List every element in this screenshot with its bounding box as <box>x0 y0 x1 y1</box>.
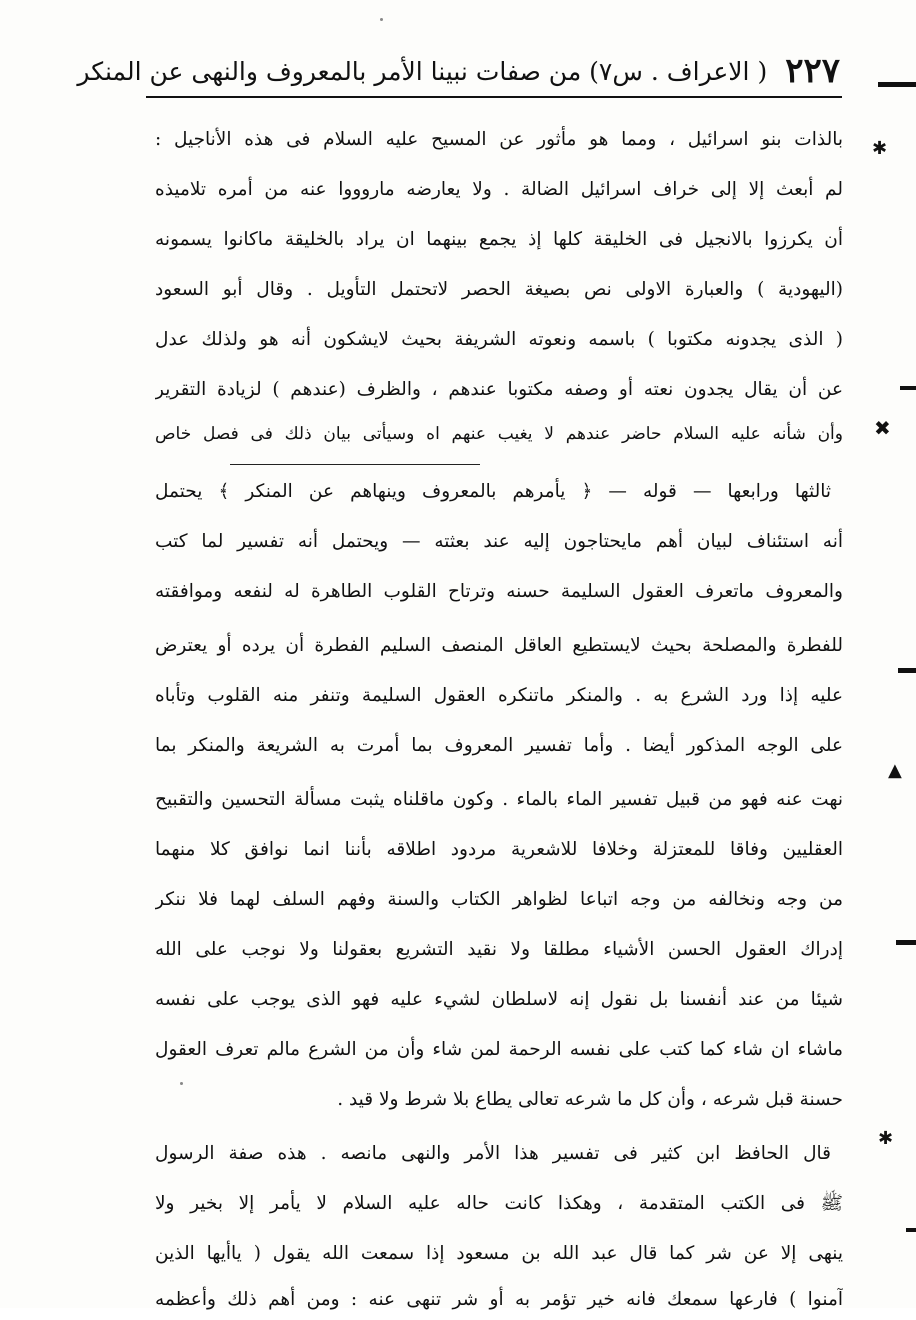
text-line: بالذات بنو اسرائيل ، ومما هو مأثور عن المسيح عليه السلام فى هذه الأناجيل : <box>155 129 843 150</box>
page-number: ٢٢٧ <box>785 51 840 91</box>
scan-speck <box>180 1082 183 1085</box>
text-line: عن أن يقال يجدون نعته أو وصفه مكتوبا عندهم ، والظرف (عندهم ) لزيادة التقرير <box>155 379 843 400</box>
scan-speck <box>380 18 383 21</box>
text-line: شيئا من عند أنفسنا بل نقول إنه لاسلطان لشيء عليه فهو الذى يوجب على نفسه <box>155 989 843 1010</box>
text-line: ماشاء ان شاء كما كتب على نفسه الرحمة لمن شاء وأن من الشرع مالم تعرف العقول <box>155 1039 843 1060</box>
margin-blot-icon: ✱ <box>878 1128 894 1149</box>
text-line: وأن شأنه عليه السلام حاضر عندهم لا يغيب عنهم اه وسيأتى بيان ذلك فى فصل خاص <box>155 424 843 444</box>
margin-blot-icon: ▲ <box>888 760 902 781</box>
header-rule <box>146 96 842 98</box>
margin-mark <box>878 82 916 87</box>
text-line: قال الحافظ ابن كثير فى تفسير هذا الأمر والنهى مانصه . هذه صفة الرسول <box>155 1143 831 1164</box>
margin-mark <box>898 668 916 673</box>
page-header <box>77 48 840 94</box>
margin-mark <box>900 386 916 390</box>
text-line: والمعروف ماتعرف العقول السليمة حسنه وترتاح القلوب الطاهرة له لنفعه وموافقته <box>155 581 843 602</box>
text-line: ( الذى يجدونه مكتوبا ) باسمه ونعوته الشريفة بحيث لايشكون أنه هو ولذلك عدل <box>155 329 843 350</box>
text-line: (اليهودية ) والعبارة الاولى نص بصيغة الحصر لاتحتمل التأويل . وقال أبو السعود <box>155 279 843 300</box>
text-line: العقليين وفاقا للمعتزلة وخلافا للاشعرية مردود اطلاقه بأننا انما نوافق كلا منهما <box>155 839 843 860</box>
text-line: ينهى إلا عن شر كما قال عبد الله بن مسعود إذا سمعت الله يقول ( ياأيها الذين <box>155 1243 843 1264</box>
margin-mark <box>906 1228 916 1232</box>
text-line: عليه إذا ورد الشرع به . والمنكر ماتنكره العقول السليمة وتنفر منه القلوب وتأباه <box>155 685 843 706</box>
text-line: أن يكرزوا بالانجيل فى الخليقة كلها إذ يجمع بينهما ان يراد بالخليقة ماكانوا يسمونه <box>155 229 843 250</box>
section-separator <box>230 464 480 465</box>
text-line: على الوجه المذكور أيضا . وأما تفسير المعروف بما أمرت به الشريعة والمنكر بما <box>155 735 843 756</box>
running-title: ( الاعراف . س٧) من صفات نبينا الأمر بالمعروف والنهى عن المنكر <box>77 56 768 86</box>
text-line: إدراك العقول الحسن الأشياء مطلقا ولا نقيد التشريع بعقولنا ولا نوجب على الله <box>155 939 843 960</box>
text-line: من وجه ونخالفه من وجه اتباعا لظواهر الكتاب والسنة وفهم السلف لهما فلا ننكر <box>155 889 843 910</box>
margin-blot-icon: ✱ <box>872 138 888 159</box>
margin-blot-icon: ✖ <box>874 416 891 440</box>
text-line: حسنة قبل شرعه ، وأن كل ما شرعه تعالى يطاع بلا شرط ولا قيد . <box>337 1089 843 1110</box>
text-line: للفطرة والمصلحة بحيث لايستطيع العاقل المنصف السليم الفطرة أن يرده أو يعترض <box>155 635 843 656</box>
text-line: ثالثها ورابعها — قوله — ﴿ يأمرهم بالمعروف وينهاهم عن المنكر ﴾ يحتمل <box>155 481 831 502</box>
text-line: نهت عنه فهو من قبيل تفسير الماء بالماء . وكون ماقلناه يثبت مسألة التحسين والتقبيح <box>155 789 843 810</box>
margin-mark <box>896 940 916 945</box>
text-line: آمنوا ) فارعها سمعك فانه خير تؤمر به أو شر تنهى عنه : ومن أهم ذلك وأعظمه <box>155 1289 843 1310</box>
text-line: لم أبعث إلا إلى خراف اسرائيل الضالة . ولا يعارضه ماروووا عنه من أمره تلاميذه <box>155 179 843 200</box>
text-line: أنه استئناف لبيان أهم مايحتاجون إليه عند بعثته — ويحتمل أنه تفسير لما كتب <box>155 531 843 552</box>
text-line: ﷺ فى الكتب المتقدمة ، وهكذا كانت حاله عليه السلام لا يأمر إلا بخير ولا <box>155 1193 843 1214</box>
